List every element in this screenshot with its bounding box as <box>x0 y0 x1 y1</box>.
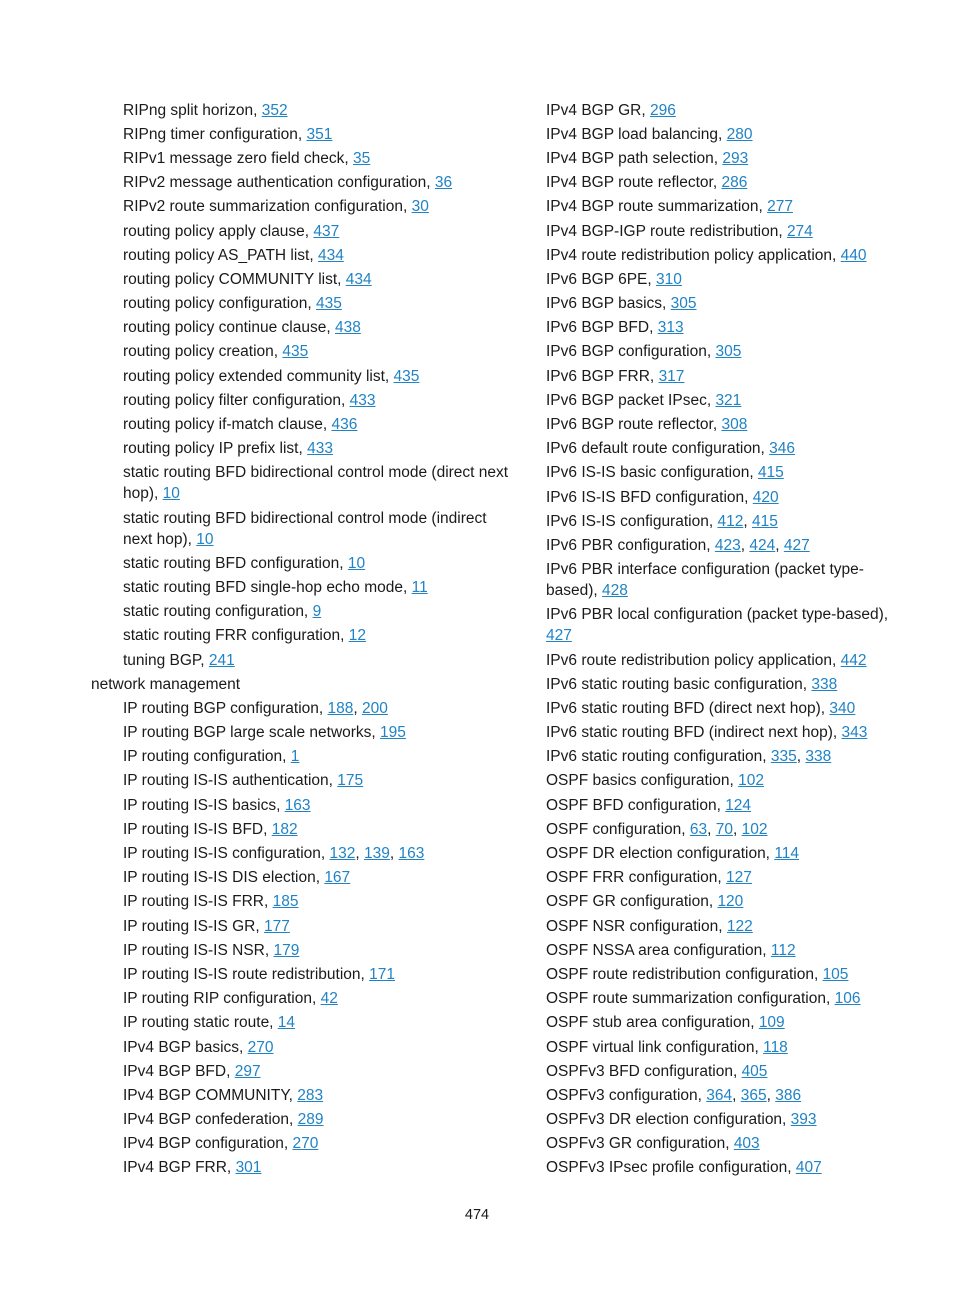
index-entry <box>91 122 511 146</box>
page-link[interactable]: 415 <box>757 464 784 482</box>
index-entry-text: IPv4 BGP FRR, <box>123 1159 236 1177</box>
page-link[interactable]: 338 <box>805 748 832 766</box>
index-entry <box>514 603 894 648</box>
page-link[interactable]: 241 <box>208 651 235 669</box>
index-entry <box>514 171 894 195</box>
index-entry <box>514 866 894 890</box>
index-entry-text: OSPFv3 IPsec profile configuration, <box>546 1159 796 1177</box>
page-link[interactable]: 437 <box>313 222 340 240</box>
index-entry <box>91 914 511 938</box>
index-entry <box>514 914 894 938</box>
index-entry <box>514 412 894 436</box>
page-link[interactable]: 171 <box>369 965 395 983</box>
page-link[interactable]: 293 <box>722 149 749 167</box>
index-entry-text: OSPFv3 DR election configuration, <box>546 1111 791 1129</box>
page-link[interactable]: 63 <box>689 820 708 838</box>
index-entry <box>91 987 511 1011</box>
page-link[interactable]: 343 <box>841 724 868 742</box>
index-entry <box>514 987 894 1011</box>
index-entry-text: IPv6 BGP route reflector, <box>546 416 722 434</box>
page-link[interactable]: 438 <box>334 319 361 337</box>
index-column-right <box>514 98 894 1180</box>
page-link[interactable]: 423 <box>714 536 741 554</box>
index-entry-text: static routing FRR configuration, <box>123 627 349 645</box>
index-entry-text: IP routing IS-IS route redistribution, <box>123 965 370 983</box>
page-link[interactable]: 12 <box>348 627 366 645</box>
index-entry-text: IP routing IS-IS GR, <box>123 917 264 935</box>
index-entry <box>91 962 511 986</box>
index-entry-text: OSPF GR configuration, <box>546 893 718 911</box>
page-link[interactable]: 10 <box>196 530 214 548</box>
index-entry-text: IP routing BGP large scale networks, <box>123 724 381 742</box>
index-entry <box>91 793 511 817</box>
index-entry <box>91 316 511 340</box>
page-link[interactable]: 442 <box>840 651 867 669</box>
index-entry <box>514 388 894 412</box>
page-link[interactable]: 122 <box>726 917 753 935</box>
index-entry-text: OSPFv3 configuration, <box>546 1086 707 1104</box>
page-link[interactable]: 297 <box>234 1062 261 1080</box>
page-link[interactable]: 109 <box>758 1014 785 1032</box>
index-entry <box>514 769 894 793</box>
index-entry-text: OSPF route redistribution configuration, <box>546 965 823 983</box>
page-link[interactable]: 434 <box>317 246 344 264</box>
index-entry-text: routing policy creation, <box>123 343 283 361</box>
index-entry-text: routing policy apply clause, <box>123 222 314 240</box>
index-entry-text: routing policy AS_PATH list, <box>123 246 318 264</box>
index-entry <box>91 1108 511 1132</box>
page-link[interactable]: 305 <box>670 295 697 313</box>
index-entry <box>514 292 894 316</box>
page-link[interactable]: 427 <box>546 627 572 645</box>
page-link[interactable]: 106 <box>834 990 861 1008</box>
index-column-left <box>91 98 511 1180</box>
page-link[interactable]: 175 <box>337 772 364 790</box>
page-link[interactable]: 434 <box>345 270 372 288</box>
index-entry <box>91 219 511 243</box>
index-entry <box>91 769 511 793</box>
index-entry-text: static routing configuration, <box>123 603 313 621</box>
page-link[interactable]: 405 <box>741 1062 768 1080</box>
page-link[interactable]: 351 <box>306 125 333 143</box>
index-entry <box>91 890 511 914</box>
index-entry <box>91 340 511 364</box>
page-link[interactable]: 35 <box>353 149 371 167</box>
page-link[interactable]: 321 <box>715 391 742 409</box>
index-entry-text: IP routing IS-IS basics, <box>123 796 285 814</box>
page-link[interactable]: 200 <box>362 699 388 717</box>
index-entry-text: network management <box>91 675 241 693</box>
page-link[interactable]: 42 <box>320 990 338 1008</box>
page-link[interactable]: 393 <box>790 1111 817 1129</box>
page-link[interactable]: 313 <box>657 319 684 337</box>
index-entry <box>91 866 511 890</box>
page-link[interactable]: 139 <box>364 845 390 863</box>
index-entry: IP routing IS-IS configuration, 132, 139, 163 <box>123 845 425 863</box>
index-entry-text: IPv6 PBR local configuration (packet type-based), <box>546 606 889 624</box>
page-link[interactable]: 102 <box>741 820 768 838</box>
page-link[interactable]: 14 <box>277 1014 296 1032</box>
page-link[interactable]: 105 <box>822 965 849 983</box>
page-link[interactable]: 118 <box>763 1038 788 1056</box>
page-link[interactable]: 1 <box>290 748 300 766</box>
index-entry-text: static routing BFD bidirectional control mode (indirect next hop), <box>123 509 487 548</box>
index-entry <box>514 1035 894 1059</box>
index-entry <box>91 551 511 575</box>
index-entry <box>514 1011 894 1035</box>
index-entry-text: IPv4 route redistribution policy application, <box>546 246 841 264</box>
index-entry-text: OSPF basics configuration, <box>546 772 739 790</box>
index-entry-text: IP routing configuration, <box>123 748 291 766</box>
index-entry: IPv6 static routing configuration, 335, 338 <box>546 748 832 766</box>
index-entry-text: IP routing IS-IS FRR, <box>123 893 273 911</box>
index-entry-text: OSPFv3 GR configuration, <box>546 1135 734 1153</box>
index-entry-text: IPv4 BGP BFD, <box>123 1062 235 1080</box>
index-entry-text: routing policy extended community list, <box>123 367 394 385</box>
index-entry <box>91 600 511 624</box>
index-entry <box>514 316 894 340</box>
page-link[interactable]: 346 <box>769 440 796 458</box>
page-link[interactable]: 386 <box>775 1086 802 1104</box>
index-entry-text: IP routing IS-IS BFD, <box>123 820 272 838</box>
index-entry-text: IPv6 static routing BFD (indirect next hop), <box>546 724 842 742</box>
page-link[interactable]: 433 <box>349 391 376 409</box>
page-link[interactable]: 407 <box>795 1159 822 1177</box>
index-entry-text: IPv6 BGP FRR, <box>546 367 659 385</box>
index-entry-text: OSPF FRR configuration, <box>546 869 727 887</box>
page-link[interactable]: 70 <box>715 820 733 838</box>
index-entry <box>91 575 511 599</box>
index-entry <box>514 558 894 603</box>
page-link[interactable]: 188 <box>327 699 354 717</box>
page-link[interactable]: 420 <box>752 488 779 506</box>
index-entry-text: routing policy filter configuration, <box>123 391 350 409</box>
page-link[interactable]: 436 <box>331 416 358 434</box>
index-entry-text: OSPFv3 BFD configuration, <box>546 1062 742 1080</box>
index-entry <box>91 506 511 551</box>
index-entry <box>514 219 894 243</box>
page-link[interactable]: 163 <box>284 796 311 814</box>
index-entry <box>514 1132 894 1156</box>
page-link[interactable]: 10 <box>162 485 180 503</box>
index-entry-text: OSPF NSSA area configuration, <box>546 941 771 959</box>
index-entry-text: OSPF BFD configuration, <box>546 796 726 814</box>
index-entry-text: RIPng split horizon, <box>123 101 262 119</box>
index-entry-text: IPv6 route redistribution policy application, <box>546 651 841 669</box>
index-entry <box>91 388 511 412</box>
index-entry <box>514 122 894 146</box>
index-entry <box>91 721 511 745</box>
page-link[interactable]: 335 <box>770 748 797 766</box>
index-entry-text: IPv6 BGP 6PE, <box>546 270 656 288</box>
page-link[interactable]: 305 <box>715 343 742 361</box>
index-entry <box>91 817 511 841</box>
index-entry-text: IPv6 IS-IS BFD configuration, <box>546 488 753 506</box>
index-entry-text: IPv4 BGP GR, <box>546 101 650 119</box>
index-entry-text: OSPF route summarization configuration, <box>546 990 835 1008</box>
page-link[interactable]: 30 <box>411 198 429 216</box>
index-entry: IPv6 IS-IS configuration, 412, 415 <box>546 512 778 530</box>
index-entry-text: IPv6 BGP packet IPsec, <box>546 391 716 409</box>
index-entry <box>91 146 511 170</box>
index-entry-text: IPv6 default route configuration, <box>546 440 770 458</box>
index-entry <box>514 146 894 170</box>
index-entry <box>91 437 511 461</box>
page-link[interactable]: 36 <box>434 174 453 192</box>
page-link[interactable]: 365 <box>740 1086 767 1104</box>
page-link[interactable]: 317 <box>658 367 685 385</box>
index-entry-text: IPv4 BGP path selection, <box>546 149 723 167</box>
index-entry-text: IPv6 PBR interface configuration (packet type-based), <box>546 561 864 600</box>
index-entry <box>91 1083 511 1107</box>
index-entry-text: OSPF NSR configuration, <box>546 917 727 935</box>
index-entry <box>91 1011 511 1035</box>
index-entry-text: OSPF virtual link configuration, <box>546 1038 764 1056</box>
index-entry <box>514 195 894 219</box>
index-entry <box>514 461 894 485</box>
page-link[interactable]: 185 <box>272 893 299 911</box>
index-entry <box>514 1156 894 1180</box>
index-entry-text: IPv4 BGP confederation, <box>123 1111 298 1129</box>
index-entry <box>514 890 894 914</box>
index-entry <box>514 98 894 122</box>
index-entry <box>91 745 511 769</box>
page-link[interactable]: 132 <box>329 845 356 863</box>
page-link[interactable]: 179 <box>273 941 300 959</box>
index-entry-text: IPv6 BGP BFD, <box>546 319 658 337</box>
page-link[interactable]: 412 <box>717 512 744 530</box>
page-link[interactable]: 435 <box>316 295 342 313</box>
page-link[interactable]: 127 <box>726 869 752 887</box>
index-entry-text: static routing BFD configuration, <box>123 554 348 572</box>
page-link[interactable]: 435 <box>393 367 420 385</box>
index-entry: IPv6 PBR configuration, 423, 424, 427 <box>546 536 810 554</box>
index-entry-text: IPv6 IS-IS basic configuration, <box>546 464 758 482</box>
index-entry-text: IPv4 BGP-IGP route redistribution, <box>546 222 787 240</box>
index-entry-text: RIPv2 message authentication configuration, <box>123 174 435 192</box>
index-entry <box>514 1108 894 1132</box>
page-link[interactable]: 286 <box>721 174 748 192</box>
page-link[interactable]: 167 <box>324 869 351 887</box>
index-entry-text: IPv4 BGP basics, <box>123 1038 248 1056</box>
index-entry <box>91 195 511 219</box>
index-entry <box>91 267 511 291</box>
index-entry-text: IPv6 PBR configuration, <box>546 536 715 554</box>
index-entry <box>514 485 894 509</box>
page-link[interactable]: 270 <box>247 1038 274 1056</box>
page-link[interactable]: 428 <box>602 582 628 600</box>
index-entry-text: tuning BGP, <box>123 651 209 669</box>
page-link[interactable]: 310 <box>656 270 682 288</box>
index-entry <box>91 412 511 436</box>
index-entry <box>514 962 894 986</box>
page-link[interactable]: 280 <box>726 125 753 143</box>
index-entry-text: IPv4 BGP COMMUNITY, <box>123 1086 298 1104</box>
index-entry <box>91 1132 511 1156</box>
page-link[interactable]: 102 <box>738 772 764 790</box>
index-entry-text: IP routing BGP configuration, <box>123 699 328 717</box>
index-entry <box>514 1059 894 1083</box>
page-link[interactable]: 352 <box>261 101 288 119</box>
index-entry <box>514 340 894 364</box>
index-entry <box>91 938 511 962</box>
page-link[interactable]: 340 <box>829 699 856 717</box>
index-entry-text: IPv6 static routing basic configuration, <box>546 675 812 693</box>
index-entry-text: routing policy IP prefix list, <box>123 440 308 458</box>
index-entry <box>514 672 894 696</box>
page-link[interactable]: 338 <box>811 675 838 693</box>
index-entry-text: IP routing RIP configuration, <box>123 990 321 1008</box>
index-entry: OSPFv3 configuration, 364, 365, 386 <box>546 1086 802 1104</box>
index-entry-text: routing policy if-match clause, <box>123 416 332 434</box>
index-entry <box>91 243 511 267</box>
page-link[interactable]: 274 <box>786 222 813 240</box>
index-entry-text: routing policy COMMUNITY list, <box>123 270 346 288</box>
index-entry <box>514 437 894 461</box>
index-entry-text: IP routing IS-IS configuration, <box>123 845 330 863</box>
page-link[interactable]: 435 <box>282 343 309 361</box>
index-entry-text: IPv6 IS-IS configuration, <box>546 512 718 530</box>
page-link[interactable]: 301 <box>235 1159 262 1177</box>
index-entry-text: routing policy configuration, <box>123 295 317 313</box>
index-entry <box>91 98 511 122</box>
index-entry-text: static routing BFD single-hop echo mode, <box>123 578 412 596</box>
page-link[interactable]: 364 <box>706 1086 733 1104</box>
index-entry-text: static routing BFD bidirectional control mode (direct next hop), <box>123 464 509 503</box>
page-number: 474 <box>464 1207 490 1223</box>
page-link[interactable]: 163 <box>398 845 425 863</box>
page-link[interactable]: 427 <box>783 536 810 554</box>
index-entry <box>514 267 894 291</box>
page-link[interactable]: 277 <box>767 198 793 216</box>
index-entry <box>514 938 894 962</box>
index-entry-text: OSPF stub area configuration, <box>546 1014 759 1032</box>
index-entry-text: OSPF configuration, <box>546 820 690 838</box>
index-entry <box>91 1035 511 1059</box>
page-link[interactable]: 308 <box>721 416 748 434</box>
page-link[interactable]: 415 <box>751 512 778 530</box>
page-link[interactable]: 433 <box>307 440 333 458</box>
index-entry <box>514 696 894 720</box>
index-entry <box>514 793 894 817</box>
page-link[interactable]: 289 <box>297 1111 324 1129</box>
page-link[interactable]: 114 <box>774 845 800 863</box>
index-entry-text: OSPF DR election configuration, <box>546 845 775 863</box>
index-entry <box>91 292 511 316</box>
index-entry <box>91 1156 511 1180</box>
page-link[interactable]: 195 <box>380 724 406 742</box>
index-entry <box>91 1059 511 1083</box>
page-link[interactable]: 124 <box>725 796 752 814</box>
page-link[interactable]: 283 <box>297 1086 324 1104</box>
index-entry <box>514 364 894 388</box>
index-entry <box>91 624 511 648</box>
index-entry-text: IPv4 BGP route reflector, <box>546 174 722 192</box>
page-link[interactable]: 182 <box>271 820 298 838</box>
index-entry <box>514 841 894 865</box>
page-link[interactable]: 270 <box>292 1135 319 1153</box>
index-entry <box>91 461 511 506</box>
index-entry-text: IPv4 BGP load balancing, <box>546 125 727 143</box>
index-entry-text: IP routing static route, <box>123 1014 278 1032</box>
index-entry-text: IPv4 BGP configuration, <box>123 1135 293 1153</box>
page-link[interactable]: 403 <box>733 1135 760 1153</box>
page-link[interactable]: 120 <box>717 893 744 911</box>
index-entry-text: RIPng timer configuration, <box>123 125 307 143</box>
index-entry <box>91 648 511 672</box>
index-entry-text: IPv4 BGP route summarization, <box>546 198 768 216</box>
page-link[interactable]: 440 <box>840 246 867 264</box>
index-entry-text: RIPv2 route summarization configuration, <box>123 198 412 216</box>
page-link[interactable]: 424 <box>749 536 776 554</box>
index-entry-text: IPv6 static routing configuration, <box>546 748 771 766</box>
index-heading <box>91 672 511 696</box>
index-entry <box>514 648 894 672</box>
index-entry <box>91 364 511 388</box>
page-link[interactable]: 112 <box>770 941 796 959</box>
index-entry: OSPF configuration, 63, 70, 102 <box>546 820 768 838</box>
page-link[interactable]: 177 <box>264 917 290 935</box>
index-entry-text: IPv6 BGP configuration, <box>546 343 716 361</box>
index-entry-text: IPv6 static routing BFD (direct next hop), <box>546 699 830 717</box>
index-entry-text: IP routing IS-IS authentication, <box>123 772 338 790</box>
page-link[interactable]: 11 <box>411 578 428 596</box>
page-link[interactable]: 10 <box>347 554 366 572</box>
index-entry <box>514 721 894 745</box>
index-entry: IP routing BGP configuration, 188, 200 <box>123 699 388 717</box>
index-entry-text: routing policy continue clause, <box>123 319 335 337</box>
page-link[interactable]: 9 <box>312 603 322 621</box>
index-entry-text: IP routing IS-IS DIS election, <box>123 869 325 887</box>
index-entry-text: IP routing IS-IS NSR, <box>123 941 274 959</box>
index-entry <box>514 243 894 267</box>
index-entry-text: IPv6 BGP basics, <box>546 295 671 313</box>
index-entry <box>91 171 511 195</box>
index-entry-text: RIPv1 message zero field check, <box>123 149 354 167</box>
page-link[interactable]: 296 <box>649 101 676 119</box>
